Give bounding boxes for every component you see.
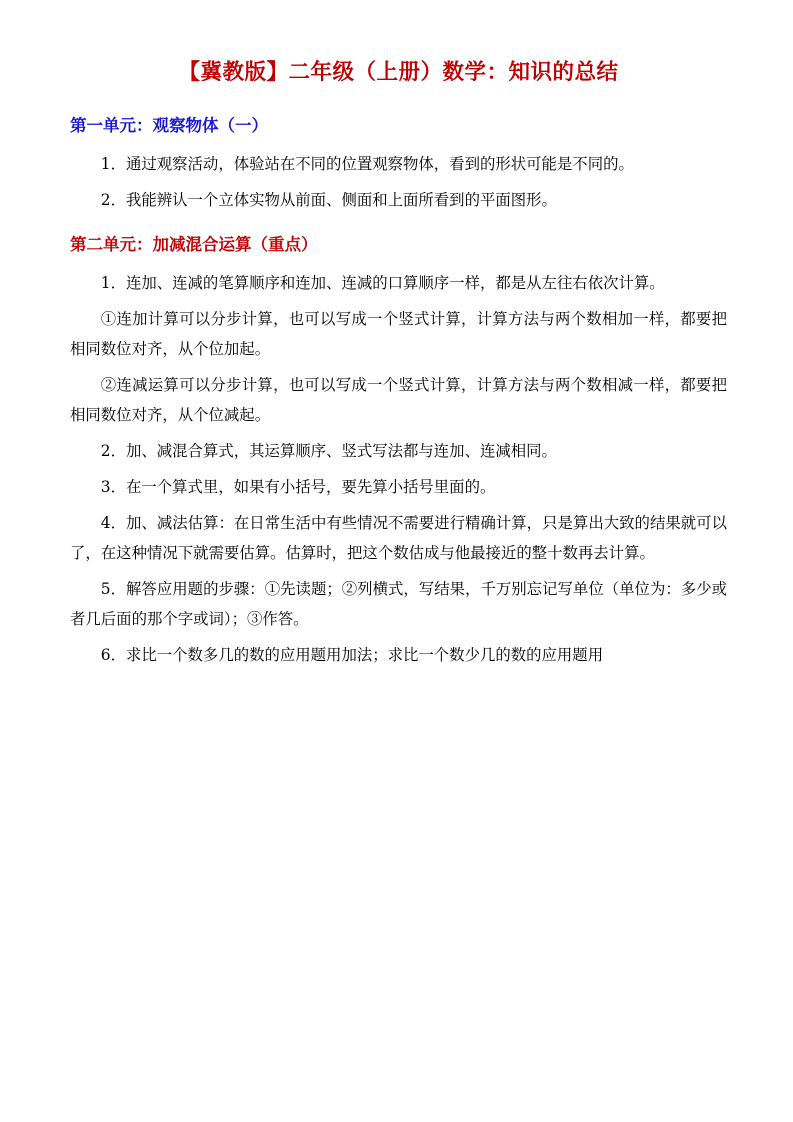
paragraph: 1．通过观察活动，体验站在不同的位置观察物体，看到的形状可能是不同的。 — [100, 154, 634, 173]
paragraph: 4．加、减法估算：在日常生活中有些情况不需要进行精确计算，只是算出大致的结果就可以了，在这种情况下就需要估算。估算时，把这个数估成与他最接近的整十数再去计算。 — [70, 513, 727, 562]
section-heading-unit-2: 第二单元：加减混合运算（重点） — [70, 234, 318, 254]
paragraph: 3．在一个算式里，如果有小括号，要先算小括号里面的。 — [100, 477, 496, 496]
section-heading-unit-1: 第一单元：观察物体（一） — [70, 116, 268, 136]
page-title: 【冀教版】二年级（上册）数学：知识的总结 — [178, 60, 619, 85]
paragraph: 6．求比一个数多几的数的应用题用加法；求比一个数少几的数的应用题用 — [100, 646, 604, 664]
paragraph: 1．连加、连减的笔算顺序和连加、连减的口算顺序一样，都是从左往右依次计算。 — [100, 273, 665, 292]
paragraph: 2．我能辨认一个立体实物从前面、侧面和上面所看到的平面图形。 — [100, 190, 557, 209]
paragraph: ②连减运算可以分步计算，也可以写成一个竖式计算，计算方法与两个数相减一样，都要把相同数位对齐，从个位减起。 — [70, 375, 727, 424]
paragraph: ①连加计算可以分步计算，也可以写成一个竖式计算，计算方法与两个数相加一样，都要把相同数位对齐，从个位加起。 — [70, 309, 727, 358]
paragraph: 5．解答应用题的步骤：①先读题；②列横式，写结果，千万别忘记写单位（单位为：多少或者几后面的那个字或词）；③作答。 — [70, 579, 727, 628]
paragraph: 2．加、减混合算式，其运算顺序、竖式写法都与连加、连减相同。 — [100, 441, 557, 460]
